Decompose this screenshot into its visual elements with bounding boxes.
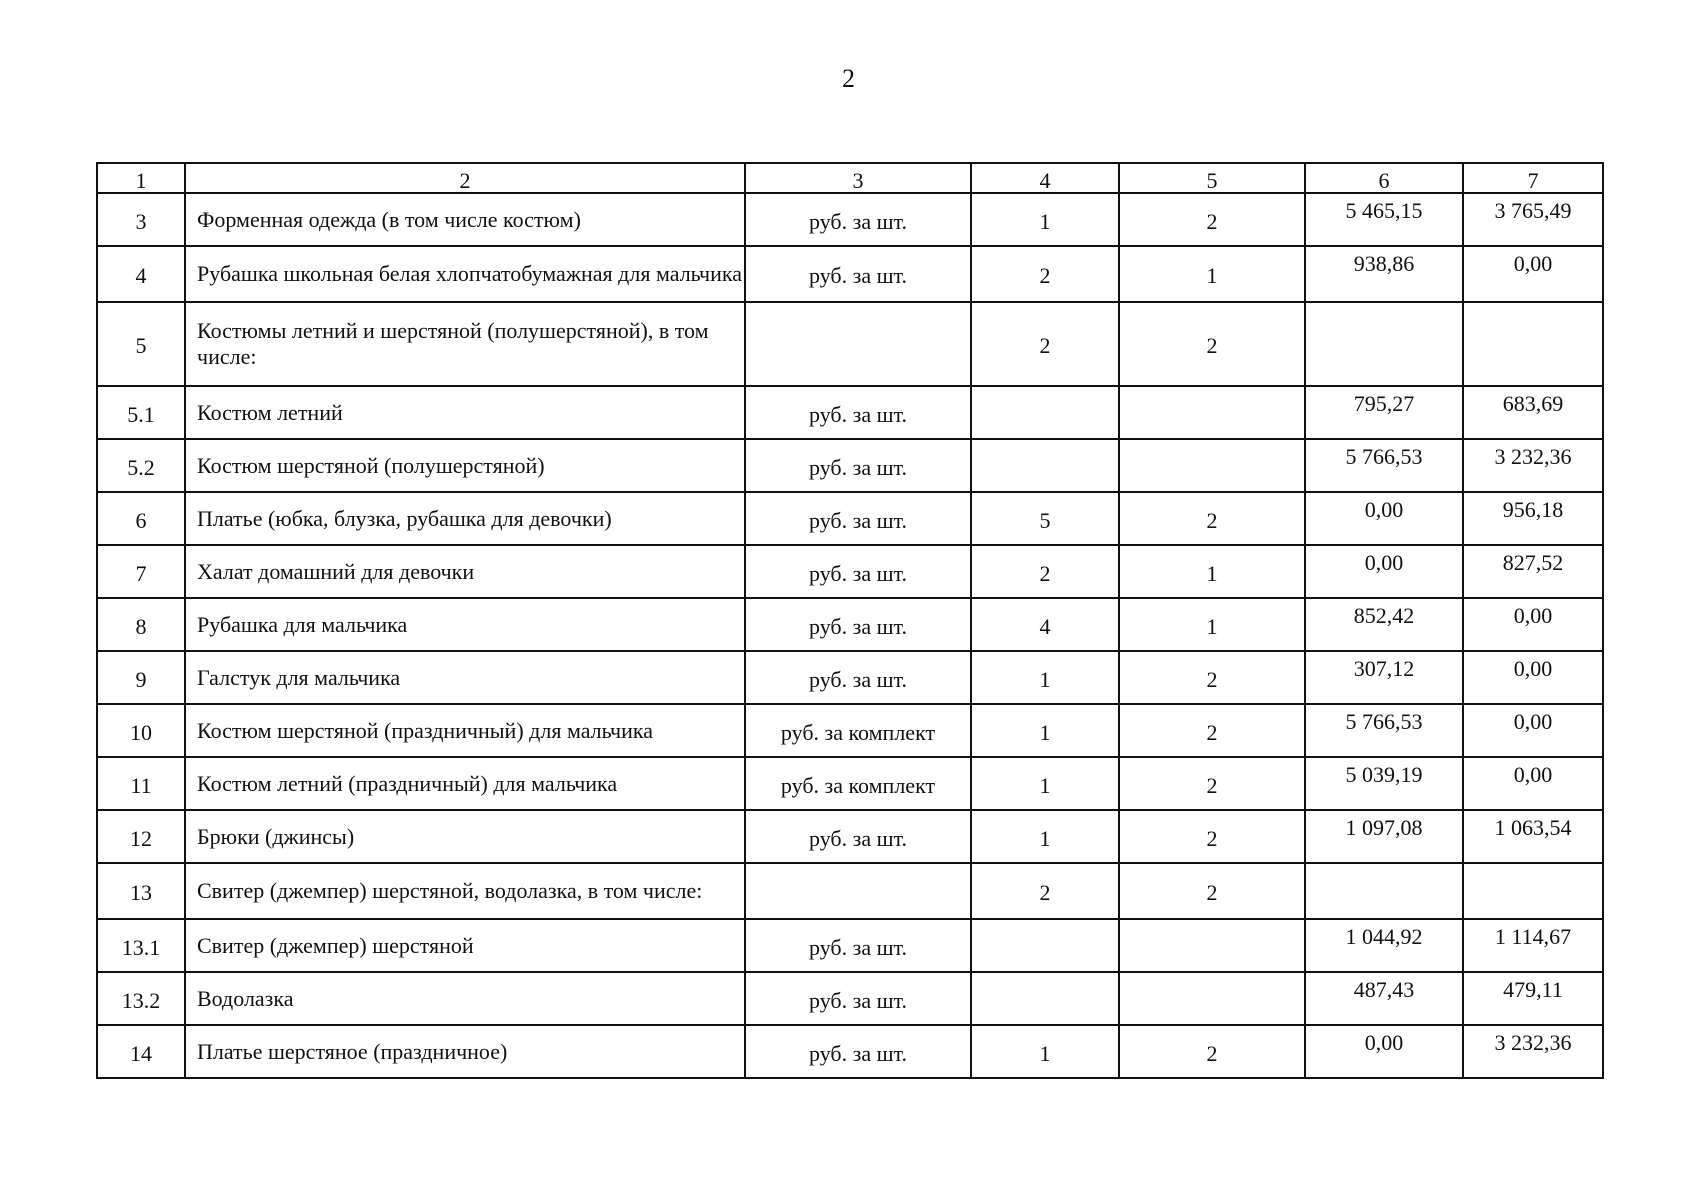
item-name-cell-text: Костюмы летний и шерстяной (полушерстяной), в том числе: — [197, 318, 709, 369]
column-5-cell-text: 2 — [1206, 208, 1218, 234]
unit-cell — [745, 863, 971, 919]
column-7-value-cell-text: 3 232,36 — [1494, 444, 1572, 469]
column-6-value-cell — [1305, 598, 1463, 651]
column-6-value-cell-text: 1 097,08 — [1345, 815, 1423, 840]
column-5-cell-text: 1 — [1206, 613, 1218, 639]
column-4-cell — [971, 193, 1119, 246]
item-name-cell-text: Халат домашний для девочки — [197, 558, 475, 584]
row-number-cell-text: 6 — [135, 507, 147, 533]
table-row — [97, 598, 1603, 651]
column-7-value-cell-text: 827,52 — [1502, 550, 1564, 575]
column-4-cell-text: 2 — [1039, 560, 1051, 586]
column-6-value-cell — [1305, 863, 1463, 919]
row-number-cell-text: 13.1 — [121, 934, 161, 960]
unit-cell — [745, 386, 971, 439]
column-7-value-cell — [1463, 757, 1603, 810]
column-5-cell-text: 1 — [1206, 560, 1218, 586]
column-5-cell — [1119, 919, 1305, 972]
column-4-cell — [971, 386, 1119, 439]
column-5-cell — [1119, 757, 1305, 810]
table-row — [97, 439, 1603, 492]
column-7-value-cell — [1463, 439, 1603, 492]
column-5-cell-text: 2 — [1206, 1040, 1218, 1066]
column-7-value-cell-text: 0,00 — [1513, 709, 1553, 734]
column-6-value-cell-text: 795,27 — [1353, 391, 1415, 416]
column-4-cell — [971, 704, 1119, 757]
column-5-cell — [1119, 545, 1305, 598]
row-number-cell-text: 4 — [135, 263, 147, 288]
column-4-cell — [971, 302, 1119, 386]
column-5-cell-text: 2 — [1206, 825, 1218, 851]
column-7-value-cell — [1463, 651, 1603, 704]
unit-cell — [745, 1025, 971, 1078]
column-header: 7 — [1463, 163, 1603, 193]
column-7-value-cell — [1463, 492, 1603, 545]
row-number-cell-text: 5.2 — [127, 454, 155, 480]
column-4-cell-text: 1 — [1039, 666, 1051, 692]
item-name-cell-text: Водолазка — [197, 985, 294, 1011]
unit-cell — [745, 193, 971, 246]
item-name-cell — [185, 863, 745, 919]
column-7-value-cell — [1463, 193, 1603, 246]
item-name-cell-text: Рубашка для мальчика — [197, 611, 408, 637]
row-number-cell — [97, 810, 185, 863]
column-5-cell — [1119, 439, 1305, 492]
unit-cell-text: руб. за шт. — [809, 987, 907, 1013]
unit-cell-text: руб. за комплект — [780, 719, 936, 745]
column-6-value-cell-text: 5 039,19 — [1345, 762, 1423, 787]
column-4-cell — [971, 651, 1119, 704]
unit-cell — [745, 810, 971, 863]
unit-cell — [745, 919, 971, 972]
column-7-value-cell-text: 683,69 — [1502, 391, 1564, 416]
column-6-value-cell — [1305, 810, 1463, 863]
column-6-value-cell — [1305, 757, 1463, 810]
row-number-cell-text: 8 — [135, 613, 147, 639]
column-6-value-cell-text: 852,42 — [1353, 603, 1415, 628]
unit-cell — [745, 439, 971, 492]
row-number-cell-text: 5 — [135, 333, 147, 358]
column-4-cell-text: 1 — [1039, 208, 1051, 234]
column-7-value-cell — [1463, 704, 1603, 757]
row-number-cell-text: 7 — [135, 560, 147, 586]
column-6-value-cell-text: 5 766,53 — [1345, 709, 1423, 734]
column-5-cell-text: 2 — [1206, 666, 1218, 692]
column-header: 1 — [97, 163, 185, 193]
row-number-cell — [97, 439, 185, 492]
row-number-cell — [97, 863, 185, 919]
column-5-cell-text: 1 — [1206, 263, 1218, 288]
column-6-value-cell — [1305, 386, 1463, 439]
column-7-value-cell-text: 3 232,36 — [1494, 1030, 1572, 1055]
unit-cell — [745, 492, 971, 545]
column-4-cell — [971, 810, 1119, 863]
row-number-cell-text: 13 — [130, 880, 152, 905]
header-row — [97, 163, 1603, 193]
row-number-cell — [97, 651, 185, 704]
unit-cell-text: руб. за шт. — [809, 208, 907, 234]
column-7-value-cell-text: 0,00 — [1513, 656, 1553, 681]
row-number-cell — [97, 246, 185, 302]
row-number-cell — [97, 598, 185, 651]
item-name-cell — [185, 919, 745, 972]
table-row — [97, 810, 1603, 863]
item-name-cell — [185, 246, 745, 302]
column-5-cell — [1119, 492, 1305, 545]
unit-cell — [745, 598, 971, 651]
column-6-value-cell-text: 0,00 — [1364, 1030, 1404, 1055]
column-7-value-cell-text: 3 765,49 — [1494, 198, 1572, 223]
item-name-cell — [185, 651, 745, 704]
table-row — [97, 545, 1603, 598]
unit-cell-text: руб. за комплект — [780, 772, 936, 798]
unit-cell — [745, 704, 971, 757]
column-6-value-cell-text: 1 044,92 — [1345, 924, 1423, 949]
column-5-cell — [1119, 704, 1305, 757]
column-5-cell — [1119, 810, 1305, 863]
row-number-cell — [97, 1025, 185, 1078]
table-row — [97, 246, 1603, 302]
column-4-cell-text: 1 — [1039, 825, 1051, 851]
table-row — [97, 757, 1603, 810]
item-name-cell — [185, 972, 745, 1025]
unit-cell — [745, 545, 971, 598]
table-row — [97, 193, 1603, 246]
item-name-cell-text: Костюм шерстяной (полушерстяной) — [197, 452, 545, 478]
unit-cell-text: руб. за шт. — [809, 454, 907, 480]
column-5-cell-text: 2 — [1206, 772, 1218, 798]
column-7-value-cell-text: 0,00 — [1513, 603, 1553, 628]
item-name-cell — [185, 545, 745, 598]
column-6-value-cell — [1305, 919, 1463, 972]
column-header: 5 — [1119, 163, 1305, 193]
column-4-cell — [971, 919, 1119, 972]
column-5-cell — [1119, 302, 1305, 386]
column-4-cell-text: 5 — [1039, 507, 1051, 533]
row-number-cell — [97, 757, 185, 810]
row-number-cell — [97, 386, 185, 439]
unit-cell — [745, 757, 971, 810]
column-5-cell — [1119, 1025, 1305, 1078]
column-6-value-cell-text: 0,00 — [1364, 497, 1404, 522]
item-name-cell — [185, 492, 745, 545]
item-name-cell-text: Платье шерстяное (праздничное) — [197, 1038, 508, 1064]
column-header: 2 — [185, 163, 745, 193]
item-name-cell — [185, 386, 745, 439]
table-row — [97, 651, 1603, 704]
item-name-cell — [185, 757, 745, 810]
column-6-value-cell — [1305, 246, 1463, 302]
column-7-value-cell — [1463, 246, 1603, 302]
table-row — [97, 492, 1603, 545]
column-6-value-cell — [1305, 302, 1463, 386]
column-6-value-cell — [1305, 193, 1463, 246]
data-table — [96, 162, 1604, 1079]
row-number-cell-text: 14 — [130, 1040, 152, 1066]
row-number-cell — [97, 704, 185, 757]
column-5-cell-text: 2 — [1206, 719, 1218, 745]
item-name-cell — [185, 810, 745, 863]
column-4-cell — [971, 439, 1119, 492]
column-7-value-cell-text: 956,18 — [1502, 497, 1564, 522]
column-4-cell-text: 2 — [1039, 880, 1051, 905]
unit-cell-text: руб. за шт. — [809, 666, 907, 692]
item-name-cell-text: Платье (юбка, блузка, рубашка для девочки) — [197, 505, 612, 531]
row-number-cell-text: 13.2 — [121, 987, 161, 1013]
column-4-cell — [971, 492, 1119, 545]
unit-cell-text: руб. за шт. — [809, 560, 907, 586]
column-4-cell-text: 1 — [1039, 719, 1051, 745]
item-name-cell — [185, 302, 745, 386]
item-name-cell-text: Брюки (джинсы) — [197, 823, 355, 849]
row-number-cell — [97, 545, 185, 598]
table-row — [97, 863, 1603, 919]
column-header: 3 — [745, 163, 971, 193]
row-number-cell — [97, 919, 185, 972]
column-5-cell-text: 2 — [1206, 880, 1218, 905]
column-5-cell-text: 2 — [1206, 333, 1218, 358]
column-6-value-cell-text: 5 766,53 — [1345, 444, 1423, 469]
table-row — [97, 919, 1603, 972]
column-7-value-cell — [1463, 545, 1603, 598]
row-number-cell — [97, 492, 185, 545]
column-6-value-cell — [1305, 972, 1463, 1025]
column-5-cell — [1119, 598, 1305, 651]
unit-cell — [745, 246, 971, 302]
item-name-cell-text: Костюм шерстяной (праздничный) для мальчика — [197, 717, 653, 743]
unit-cell — [745, 972, 971, 1025]
item-name-cell-text: Галстук для мальчика — [197, 664, 401, 690]
column-6-value-cell-text: 307,12 — [1353, 656, 1415, 681]
column-4-cell-text: 4 — [1039, 613, 1051, 639]
row-number-cell-text: 11 — [130, 772, 152, 798]
column-5-cell — [1119, 651, 1305, 704]
column-header: 4 — [971, 163, 1119, 193]
item-name-cell-text: Костюм летний — [197, 399, 343, 425]
unit-cell-text: руб. за шт. — [809, 401, 907, 427]
item-name-cell — [185, 704, 745, 757]
column-6-value-cell — [1305, 492, 1463, 545]
column-7-value-cell-text: 0,00 — [1513, 251, 1553, 276]
column-4-cell — [971, 545, 1119, 598]
item-name-cell — [185, 1025, 745, 1078]
unit-cell-text: руб. за шт. — [809, 1040, 907, 1066]
column-5-cell — [1119, 246, 1305, 302]
column-7-value-cell-text: 1 114,67 — [1494, 924, 1572, 949]
unit-cell — [745, 651, 971, 704]
column-4-cell-text: 2 — [1039, 263, 1051, 288]
column-7-value-cell — [1463, 302, 1603, 386]
unit-cell-text: руб. за шт. — [809, 507, 907, 533]
column-7-value-cell-text: 479,11 — [1503, 977, 1563, 1002]
column-4-cell — [971, 1025, 1119, 1078]
unit-cell-text: руб. за шт. — [809, 613, 907, 639]
column-6-value-cell-text: 0,00 — [1364, 550, 1404, 575]
column-5-cell — [1119, 193, 1305, 246]
table-row — [97, 972, 1603, 1025]
column-6-value-cell-text: 487,43 — [1353, 977, 1415, 1002]
unit-cell-text: руб. за шт. — [809, 934, 907, 960]
item-name-cell-text: Рубашка школьная белая хлопчатобумажная для мальчика — [197, 261, 742, 286]
table-row — [97, 1025, 1603, 1078]
item-name-cell — [185, 598, 745, 651]
row-number-cell — [97, 972, 185, 1025]
column-6-value-cell-text: 938,86 — [1353, 251, 1415, 276]
column-7-value-cell — [1463, 972, 1603, 1025]
item-name-cell-text: Костюм летний (праздничный) для мальчика — [197, 770, 618, 796]
column-4-cell — [971, 246, 1119, 302]
column-4-cell-text: 1 — [1039, 1040, 1051, 1066]
column-6-value-cell — [1305, 545, 1463, 598]
row-number-cell — [97, 193, 185, 246]
column-5-cell — [1119, 386, 1305, 439]
unit-cell-text: руб. за шт. — [809, 263, 907, 288]
column-4-cell-text: 2 — [1039, 333, 1051, 358]
row-number-cell-text: 3 — [135, 208, 147, 234]
column-6-value-cell — [1305, 651, 1463, 704]
item-name-cell-text: Свитер (джемпер) шерстяной, водолазка, в том числе: — [197, 878, 703, 903]
table-row — [97, 704, 1603, 757]
column-7-value-cell — [1463, 1025, 1603, 1078]
column-7-value-cell — [1463, 598, 1603, 651]
column-7-value-cell-text: 1 063,54 — [1494, 815, 1572, 840]
column-6-value-cell-text: 5 465,15 — [1345, 198, 1423, 223]
column-header: 6 — [1305, 163, 1463, 193]
item-name-cell — [185, 439, 745, 492]
table-row — [97, 302, 1603, 386]
column-6-value-cell — [1305, 1025, 1463, 1078]
item-name-cell-text: Форменная одежда (в том числе костюм) — [197, 206, 581, 232]
page-number: 2 — [842, 64, 855, 93]
item-name-cell-text: Свитер (джемпер) шерстяной — [197, 932, 474, 958]
unit-cell — [745, 302, 971, 386]
item-name-cell — [185, 193, 745, 246]
column-6-value-cell — [1305, 704, 1463, 757]
table-row — [97, 386, 1603, 439]
column-4-cell — [971, 972, 1119, 1025]
column-7-value-cell — [1463, 919, 1603, 972]
unit-cell-text: руб. за шт. — [809, 825, 907, 851]
row-number-cell-text: 5.1 — [127, 401, 155, 427]
column-7-value-cell — [1463, 810, 1603, 863]
row-number-cell-text: 12 — [130, 825, 152, 851]
row-number-cell — [97, 302, 185, 386]
column-4-cell — [971, 863, 1119, 919]
column-5-cell-text: 2 — [1206, 507, 1218, 533]
row-number-cell-text: 10 — [130, 719, 152, 745]
column-6-value-cell — [1305, 439, 1463, 492]
row-number-cell-text: 9 — [135, 666, 147, 692]
column-4-cell-text: 1 — [1039, 772, 1051, 798]
column-4-cell — [971, 598, 1119, 651]
column-7-value-cell — [1463, 863, 1603, 919]
column-5-cell — [1119, 972, 1305, 1025]
column-4-cell — [971, 757, 1119, 810]
column-7-value-cell-text: 0,00 — [1513, 762, 1553, 787]
column-7-value-cell — [1463, 386, 1603, 439]
column-5-cell — [1119, 863, 1305, 919]
